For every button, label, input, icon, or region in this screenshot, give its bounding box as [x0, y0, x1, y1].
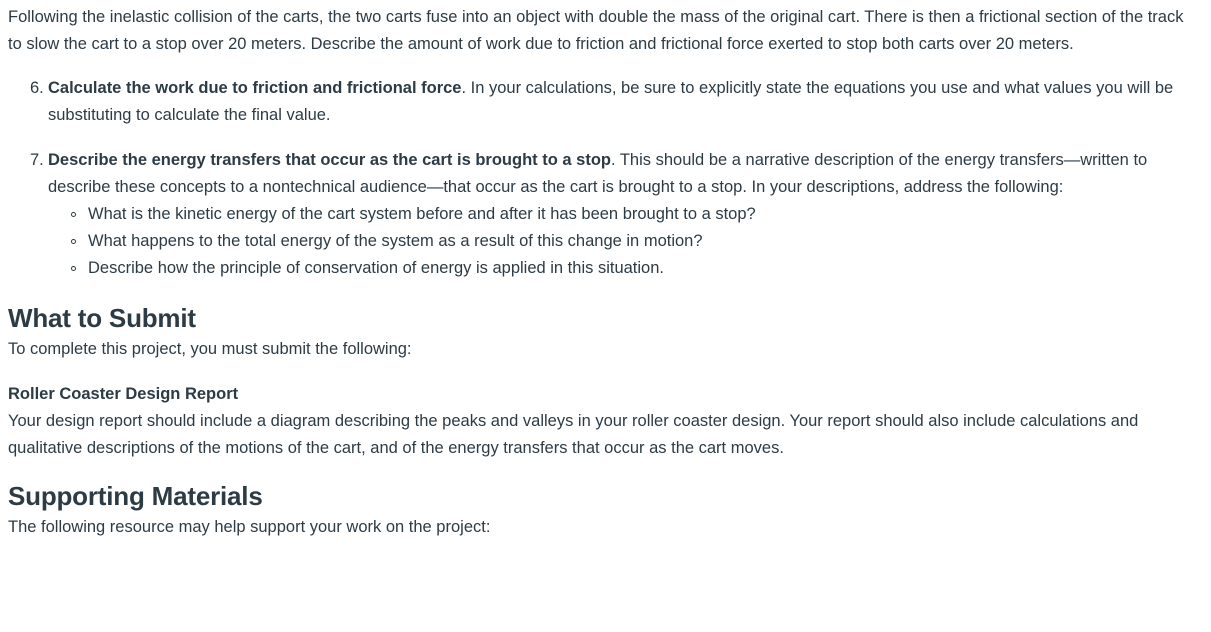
step-text: . In your calculations, be sure to explicitly state the equations you use and what values you will be substituting to calculate the final value.: [48, 79, 1174, 124]
list-item: [70, 201, 1198, 228]
report-description: Your design report should include a diagram describing the peaks and valleys in your roller coaster design. Your report should also include calculations and qualitative descriptions of the motions of the cart, and of the energy transfers that occur as the cart moves.: [8, 412, 1139, 457]
step-bold-text: Calculate the work due to friction and frictional force: [48, 79, 462, 97]
step-text: . This should be a narrative description of the energy transfers—written to describe these concepts to a nontechnical audience—that occur as the cart is brought to a stop. In your descriptions, address the following:: [48, 151, 1148, 196]
supporting-materials-heading: Supporting Materials: [8, 481, 263, 511]
supporting-intro: The following resource may help support your work on the project:: [8, 518, 491, 536]
bullet-text: What happens to the total energy of the system as a result of this change in motion?: [88, 232, 703, 250]
step-item-7: [30, 147, 1198, 282]
step-bold-text: Describe the energy transfers that occur as the cart is brought to a stop: [48, 151, 611, 169]
step-number: 7.: [30, 151, 44, 169]
report-title: Roller Coaster Design Report: [8, 385, 239, 403]
step-item-6: [30, 75, 1198, 129]
list-item: [70, 228, 1198, 255]
steps-list: [8, 75, 1198, 282]
list-item: [70, 255, 1198, 282]
step-bullet-list: [48, 201, 1198, 282]
submit-intro: To complete this project, you must submit the following:: [8, 340, 412, 358]
intro-paragraph: Following the inelastic collision of the carts, the two carts fuse into an object with double the mass of the original cart. There is then a frictional section of the track to slow the cart to a stop over 20 meters. Describe the amount of work due to friction and frictional force exerted to stop both carts over 20 meters.: [8, 8, 1184, 53]
circle-bullet-icon: [71, 239, 76, 244]
bullet-text: What is the kinetic energy of the cart system before and after it has been brought to a stop?: [88, 205, 756, 223]
bullet-text: Describe how the principle of conservation of energy is applied in this situation.: [88, 259, 664, 277]
circle-bullet-icon: [71, 266, 76, 271]
circle-bullet-icon: [71, 212, 76, 217]
step-number: 6.: [30, 79, 44, 97]
what-to-submit-heading: What to Submit: [8, 303, 196, 333]
